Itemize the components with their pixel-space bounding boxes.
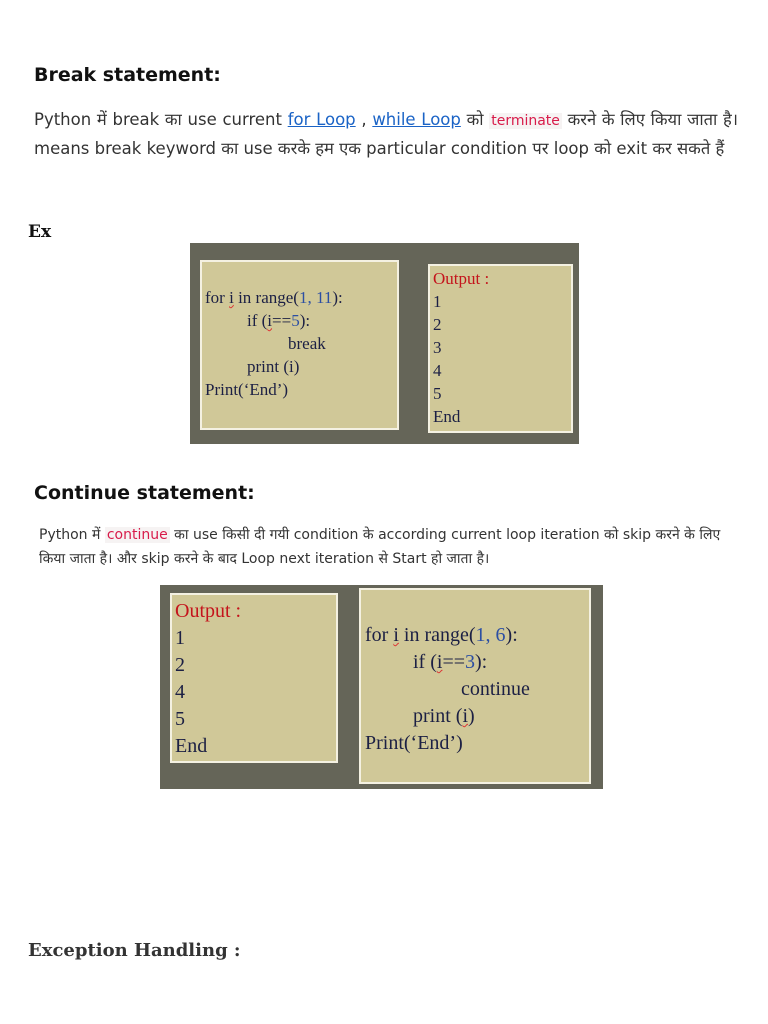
code-line-for: for i in range(1, 6): — [365, 624, 518, 646]
code-line-break: break — [288, 334, 326, 353]
continue-highlight: continue — [106, 527, 168, 543]
break-code-box — [200, 260, 399, 430]
code-line-print-end: Print(‘End’) — [365, 732, 463, 754]
output-line: 4 — [175, 681, 185, 703]
break-output-box — [428, 264, 573, 433]
output-line: End — [433, 407, 461, 426]
continue-heading: Continue statement: — [34, 482, 255, 504]
output-line: 2 — [175, 654, 185, 676]
break-desc-text-2: , — [355, 110, 373, 129]
continue-desc-text-2: का use किसी दी गयी condition के according current loop iteration को skip करने के लिए किया जाता है। और skip करने के बाद Loop next iteration से Start हो जाता है। — [39, 527, 721, 567]
output-line: 1 — [433, 292, 442, 311]
continue-example-figure — [160, 585, 603, 789]
output-title: Output : — [175, 600, 242, 622]
while-loop-link[interactable]: while Loop — [372, 110, 461, 129]
code-line-print-end: Print(‘End’) — [205, 380, 289, 399]
output-line: 1 — [175, 627, 185, 649]
terminate-highlight: terminate — [491, 113, 560, 129]
exception-heading: Exception Handling : — [28, 940, 241, 961]
output-line: 3 — [433, 338, 442, 357]
output-line: 5 — [433, 384, 442, 403]
continue-description — [39, 523, 729, 571]
output-line: 5 — [175, 708, 185, 730]
code-line-if: if (i==5): — [247, 311, 311, 330]
break-desc-text-4: करने के लिए किया जाता है। means break keyword का use करके हम एक particular condition पर loop को exit कर सकते हैं — [34, 110, 738, 158]
break-desc-text-3: को — [460, 110, 490, 129]
code-line-print: print (i) — [247, 357, 300, 376]
output-line: End — [175, 735, 208, 757]
output-line: 4 — [433, 361, 442, 380]
break-desc-text-1: Python में break का use current — [34, 110, 288, 129]
code-line-print: print (i) — [413, 705, 475, 727]
example-label: Ex — [28, 222, 52, 242]
code-line-for: for i in range(1, 11): — [205, 288, 343, 307]
continue-code-box — [359, 588, 591, 784]
break-example-figure — [190, 243, 579, 444]
for-loop-link[interactable]: for Loop — [287, 110, 356, 129]
break-heading: Break statement: — [34, 64, 221, 86]
output-title: Output : — [433, 269, 490, 288]
break-description — [34, 106, 738, 163]
output-line: 2 — [433, 315, 442, 334]
continue-output-box — [170, 593, 338, 763]
continue-desc-text-1: Python में — [39, 527, 105, 543]
code-line-continue: continue — [461, 678, 530, 700]
code-line-if: if (i==3): — [413, 651, 488, 673]
